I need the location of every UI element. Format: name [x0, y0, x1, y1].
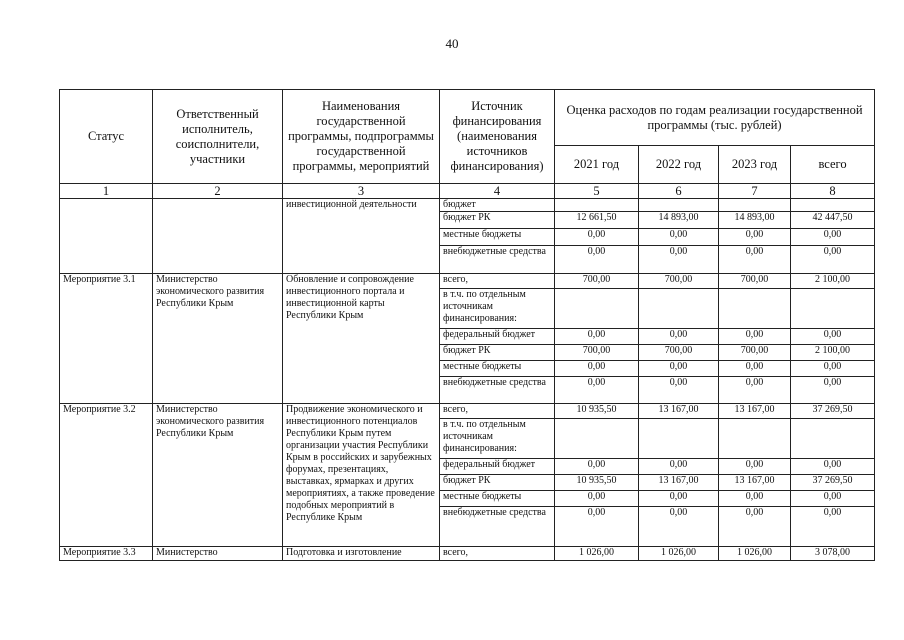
value-2023: 0,00 — [719, 329, 791, 345]
source-label: местные бюджеты — [440, 361, 555, 377]
value-2022: 0,00 — [639, 507, 719, 547]
source-label: всего, — [440, 274, 555, 289]
measure-name: Подготовка и изготовление — [283, 547, 440, 561]
header-executor: Ответственный исполнитель, соисполнители, участники — [153, 90, 283, 184]
source-label: внебюджетные средства — [440, 377, 555, 404]
value-2022: 0,00 — [639, 491, 719, 507]
value-2023: 0,00 — [719, 377, 791, 404]
value-2023 — [719, 289, 791, 329]
table-row — [60, 547, 875, 561]
measure-name: Обновление и сопровождение инвестиционного портала и инвестиционной карты Республики Крым — [283, 274, 440, 404]
value-2021 — [555, 289, 639, 329]
value-2023: 14 893,00 — [719, 212, 791, 229]
value-total: 0,00 — [791, 361, 875, 377]
column-number-row — [60, 184, 875, 199]
value-2021 — [555, 199, 639, 212]
value-2023: 700,00 — [719, 274, 791, 289]
continuation-status — [60, 199, 153, 274]
value-total: 0,00 — [791, 491, 875, 507]
source-label: бюджет — [440, 199, 555, 212]
value-2022: 14 893,00 — [639, 212, 719, 229]
source-label: внебюджетные средства — [440, 507, 555, 547]
value-total: 0,00 — [791, 377, 875, 404]
value-total: 0,00 — [791, 507, 875, 547]
value-2022: 0,00 — [639, 377, 719, 404]
value-2021: 700,00 — [555, 345, 639, 361]
column-number: 1 — [60, 184, 153, 199]
source-label: местные бюджеты — [440, 491, 555, 507]
value-2021: 0,00 — [555, 491, 639, 507]
value-total: 0,00 — [791, 329, 875, 345]
value-total: 0,00 — [791, 459, 875, 475]
value-2022: 0,00 — [639, 329, 719, 345]
header-year-2023: 2023 год — [719, 146, 791, 184]
value-2021: 10 935,50 — [555, 404, 639, 419]
value-2023: 0,00 — [719, 459, 791, 475]
value-2023: 13 167,00 — [719, 404, 791, 419]
value-2022: 700,00 — [639, 345, 719, 361]
value-2023: 13 167,00 — [719, 475, 791, 491]
value-2023 — [719, 199, 791, 212]
value-2022 — [639, 289, 719, 329]
value-total: 0,00 — [791, 246, 875, 274]
measure-executor: Министерство экономического развития Республики Крым — [153, 274, 283, 404]
value-total: 37 269,50 — [791, 475, 875, 491]
value-2023: 700,00 — [719, 345, 791, 361]
source-label: бюджет РК — [440, 475, 555, 491]
value-2021: 1 026,00 — [555, 547, 639, 561]
value-2021: 700,00 — [555, 274, 639, 289]
measure-status: Мероприятие 3.1 — [60, 274, 153, 404]
value-total — [791, 199, 875, 212]
table-row — [60, 199, 875, 212]
value-2021: 0,00 — [555, 459, 639, 475]
column-number: 7 — [719, 184, 791, 199]
value-2022: 13 167,00 — [639, 475, 719, 491]
column-number: 6 — [639, 184, 719, 199]
value-2021: 12 661,50 — [555, 212, 639, 229]
source-label: бюджет РК — [440, 345, 555, 361]
value-2021: 0,00 — [555, 329, 639, 345]
column-number: 8 — [791, 184, 875, 199]
value-2022 — [639, 419, 719, 459]
measure-executor: Министерство — [153, 547, 283, 561]
header-total: всего — [791, 146, 875, 184]
table-row — [60, 404, 875, 419]
value-2021: 0,00 — [555, 507, 639, 547]
value-2022: 700,00 — [639, 274, 719, 289]
value-total: 2 100,00 — [791, 345, 875, 361]
value-2021: 0,00 — [555, 377, 639, 404]
source-label: федеральный бюджет — [440, 459, 555, 475]
value-2023: 0,00 — [719, 229, 791, 246]
value-2021: 10 935,50 — [555, 475, 639, 491]
value-total — [791, 289, 875, 329]
source-label: бюджет РК — [440, 212, 555, 229]
column-number: 3 — [283, 184, 440, 199]
source-label: в т.ч. по отдельным источникам финансирования: — [440, 289, 555, 329]
value-total — [791, 419, 875, 459]
header-estimate: Оценка расходов по годам реализации государственной программы (тыс. рублей) — [555, 90, 875, 146]
value-total: 42 447,50 — [791, 212, 875, 229]
continuation-name: инвестиционной деятельности — [283, 199, 440, 274]
budget-table — [59, 89, 875, 561]
page-number: 40 — [445, 36, 459, 51]
column-number: 4 — [440, 184, 555, 199]
source-label: всего, — [440, 404, 555, 419]
value-total: 2 100,00 — [791, 274, 875, 289]
source-label: местные бюджеты — [440, 229, 555, 246]
value-2022: 0,00 — [639, 361, 719, 377]
value-2023: 0,00 — [719, 246, 791, 274]
value-2022: 1 026,00 — [639, 547, 719, 561]
value-2022: 0,00 — [639, 246, 719, 274]
measure-executor: Министерство экономического развития Республики Крым — [153, 404, 283, 547]
value-total: 37 269,50 — [791, 404, 875, 419]
value-2021: 0,00 — [555, 361, 639, 377]
measure-name: Продвижение экономического и инвестиционного потенциалов Республики Крым путем организации участия Республики Крым в российских и зарубежных форумах, презентациях, выставках, ярмарках и других мероприятиях, а также проведение подобных мероприятий в Республике Крым — [283, 404, 440, 547]
value-2022 — [639, 199, 719, 212]
value-2021: 0,00 — [555, 246, 639, 274]
measure-status: Мероприятие 3.2 — [60, 404, 153, 547]
value-2023: 0,00 — [719, 491, 791, 507]
measure-status: Мероприятие 3.3 — [60, 547, 153, 561]
column-number: 5 — [555, 184, 639, 199]
source-label: федеральный бюджет — [440, 329, 555, 345]
source-label: всего, — [440, 547, 555, 561]
header-status: Статус — [60, 90, 153, 184]
value-2022: 0,00 — [639, 229, 719, 246]
value-2022: 13 167,00 — [639, 404, 719, 419]
value-total: 0,00 — [791, 229, 875, 246]
header-program-name: Наименования государственной программы, подпрограммы государственной программы, мероприятий — [283, 90, 440, 184]
table-row — [60, 274, 875, 289]
value-2023: 0,00 — [719, 507, 791, 547]
value-2023 — [719, 419, 791, 459]
value-2021: 0,00 — [555, 229, 639, 246]
value-2021 — [555, 419, 639, 459]
value-total: 3 078,00 — [791, 547, 875, 561]
value-2023: 0,00 — [719, 361, 791, 377]
value-2022: 0,00 — [639, 459, 719, 475]
column-number: 2 — [153, 184, 283, 199]
header-year-2022: 2022 год — [639, 146, 719, 184]
header-year-2021: 2021 год — [555, 146, 639, 184]
header-source: Источник финансирования (наименования источников финансирования) — [440, 90, 555, 184]
source-label: внебюджетные средства — [440, 246, 555, 274]
continuation-executor — [153, 199, 283, 274]
source-label: в т.ч. по отдельным источникам финансирования: — [440, 419, 555, 459]
value-2023: 1 026,00 — [719, 547, 791, 561]
